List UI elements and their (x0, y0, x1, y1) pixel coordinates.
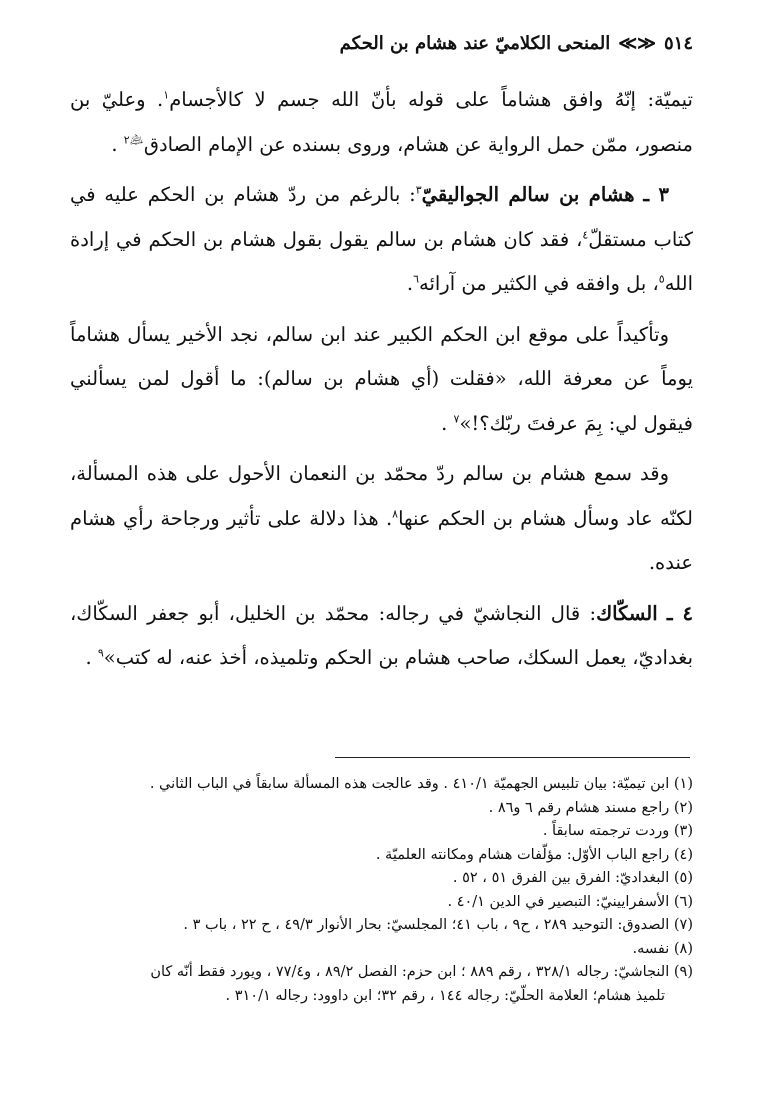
footnote-3: (٣) وردت ترجمته سابقاً . (542, 823, 693, 839)
paragraph-ibn-taymiyya: تيميّة: إنّهُ وافق هشاماً على قوله بأنّ الله جسم لا كالأجسام$^١$. وعليّ بن منصور، ممّن حمل الرواية عن هشام، وروى بسنده عن الإمام الصادق$^{﵇٢}$ . (70, 88, 693, 156)
section-number: ٤ ـ (666, 601, 693, 625)
footnote-9: (٩) النجاشيّ: رجاله ٣٢٨/١ ، رقم ٨٨٩ ؛ ابن حزم: الفصل ٨٩/٢ ، و٧٧/٤ ، ويورد فقط أنّه كان (150, 964, 693, 980)
footnote-ref[interactable]: ٢ (123, 133, 130, 146)
honorific-symbol: ﵇ (129, 133, 144, 146)
footnote-ref[interactable]: ٩ (97, 646, 104, 660)
footnote-ref[interactable]: ١ (163, 88, 170, 102)
main-text (70, 78, 693, 681)
footnote-ref[interactable]: ٨ (392, 507, 399, 520)
footnote-ref[interactable]: ٣ (415, 183, 422, 197)
footnote-ref[interactable]: ٦ (413, 272, 419, 286)
footnote-divider (335, 757, 690, 758)
footnote-7: (٧) الصدوق: التوحيد ٢٨٩ ، ح٩ ، باب ٤١؛ المجلسيّ: بحار الأنوار ٤٩/٣ ، ح ٢٢ ، باب ٣ . (183, 917, 693, 933)
page-header (60, 28, 693, 58)
section-heading: السكّاك (596, 601, 658, 625)
header-separator-ornament: ≪≫ (618, 32, 656, 54)
footnote-8: (٨) نفسه. (632, 940, 693, 957)
footnotes (60, 773, 693, 1008)
paragraph-confirmation: وتأكيداً على موقع ابن الحكم الكبير عند ابن سالم، نجد الأخير يسأل هشاماً يوماً عن معرفة الله، «فقلت (أي هشام بن سالم): ما أقول لمن يسألني فيقول لي: بِمَ عرفتَ ربّك؟!»$^٧$ . (70, 322, 693, 435)
footnote-ref[interactable]: ٤ (582, 228, 589, 241)
page-number: ٥١٤ (663, 32, 693, 54)
section-3-hisham-ibn-salim: ٣ ـ هشام بن سالم الجواليقيّ$^٣$: بالرغم من ردّ هشام بن الحكم عليه في كتاب مستقلّ$^٤$، فقد كان هشام بن سالم يقول بقول هشام بن الحكم في إرادة الله$^٥$، بل وافقه في الكثير من آرائه$^٦$. (70, 183, 693, 295)
footnote-6: (٦) الأسفرايينيّ: التبصير في الدين ٤٠/١ . (447, 893, 693, 910)
footnote-ref[interactable]: ٥ (658, 272, 665, 286)
paragraph-al-ahwal: وقد سمع هشام بن سالم ردّ محمّد بن النعمان الأحول على هذه المسألة، لكنّه عاد وسأل هشام بن الحكم عنها$^٨$. هذا دلالة على تأثير ورجاحة رأي هشام عنده. (70, 462, 693, 574)
section-heading: هشام بن سالم الجواليقيّ (421, 183, 635, 206)
footnote-4: (٤) راجع الباب الأوّل: مؤلّفات هشام ومكانته العلميّة . (375, 846, 693, 863)
running-title: المنحى الكلاميّ عند هشام بن الحكم (339, 32, 611, 54)
section-number: ٣ ـ (643, 183, 669, 206)
footnote-1: (١) ابن تيميّة: بيان تلبيس الجهميّة ٤١٠/١ . وقد عالجت هذه المسألة سابقاً في الباب الثاني . (149, 776, 693, 792)
footnote-ref[interactable]: ٧ (453, 412, 460, 425)
footnote-9-continued: تلميذ هشام؛ العلامة الحلّيّ: رجاله ١٤٤ ، رقم ٣٢؛ ابن داوود: رجاله ٣١٠/١ . (225, 987, 665, 1004)
footnote-5: (٥) البغداديّ: الفرق بين الفرق ٥١ ، ٥٢ . (452, 870, 693, 886)
section-4-al-sakkak: ٤ ـ السكّاك: قال النجاشيّ في رجاله: محمّد بن الخليل، أبو جعفر السكّاك، بغداديّ، يعمل السكك، صاحب هشام بن الحكم وتلميذه، أخذ عنه، له كتب»$^٩$ . (70, 601, 693, 669)
footnote-2: (٢) راجع مسند هشام رقم ٦ و٨٦ . (488, 799, 693, 816)
